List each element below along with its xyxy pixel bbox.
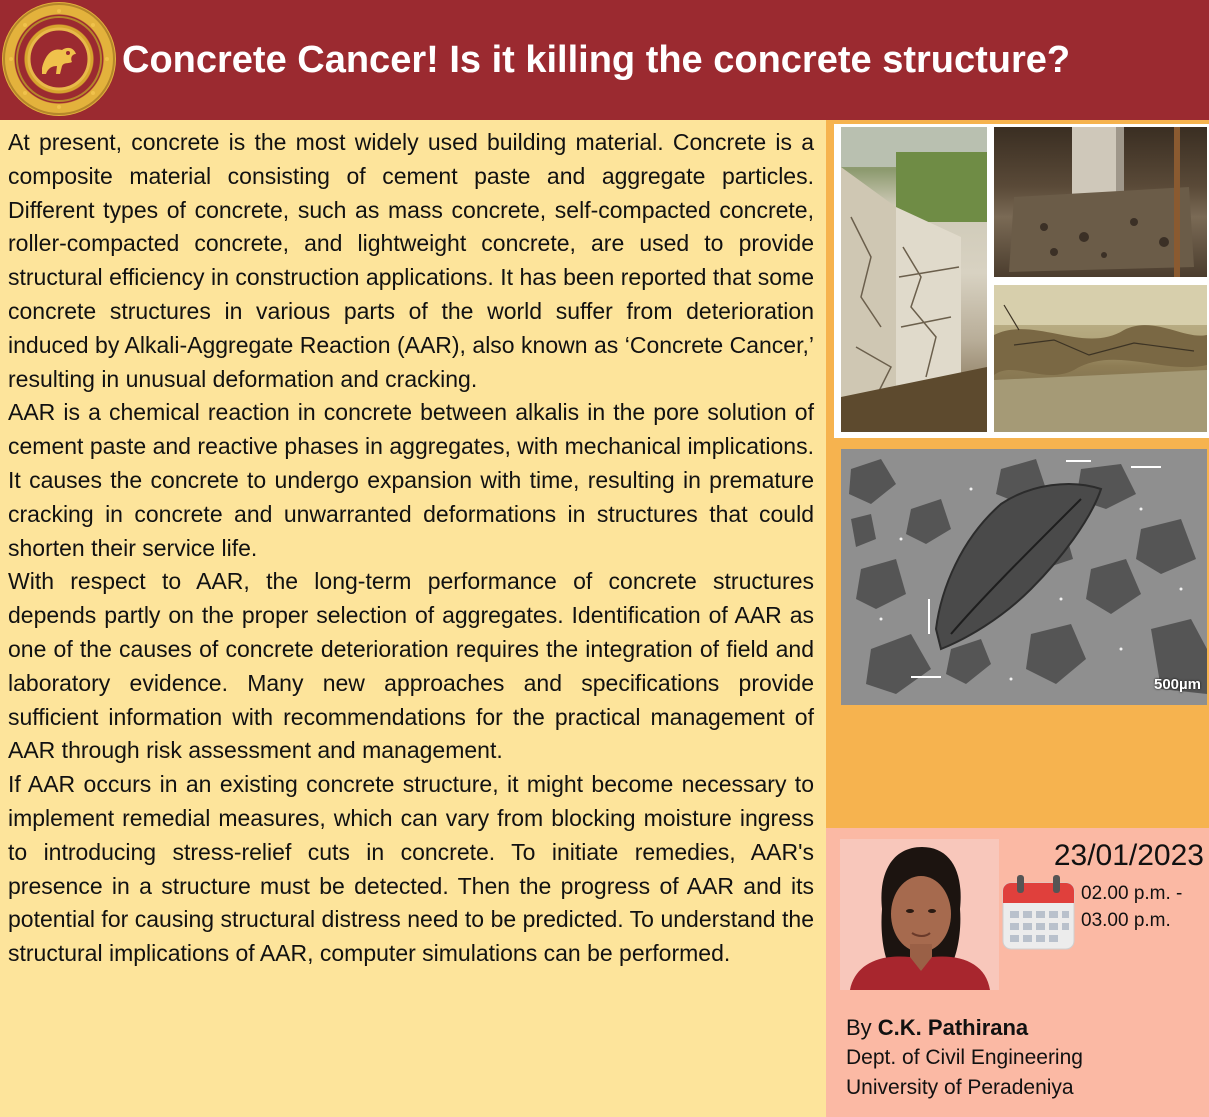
event-time-start: 02.00 p.m. - [1081,883,1183,904]
event-time-end: 03.00 p.m. [1081,910,1171,931]
poster-title: Concrete Cancer! Is it killing the concrete structure? [122,39,1071,81]
by-prefix: By [846,1015,878,1040]
micrograph-scale-label: 500µm [1153,676,1201,693]
column-base-photo [994,127,1207,277]
speaker-university: University of Peradeniya [846,1076,1074,1099]
event-date: 23/01/2023 [1053,839,1204,872]
article-paragraph: At present, concrete is the most widely used building material. Concrete is a composite material consisting of cement paste and aggregate particles. Different types of concrete, such as mass concrete, self-compacted concrete, roller-compacted concrete, and lightweight concrete, are used to provide structural efficiency in construction applications. It has been reported that some concrete structures in various parts of the world suffer from deterioration induced by Alkali-Aggregate Reaction (AAR), also known as ‘Concrete Cancer,’ resulting in unusual deformation and cracking. [8,129,814,392]
article-paragraph: If AAR occurs in an existing concrete structure, it might become necessary to implement remedial measures, which can vary from blocking moisture ingress to introducing stress-relief cuts in concrete. To initiate remedies, AAR's presence in a structure must be detected. Then the progress of AAR and its potential for causing structural distress need to be predicted. To understand the structural implications of AAR, computer simulations can be performed. [8,771,814,967]
speaker-name-line [846,1012,1196,1043]
calendar-icon [1001,873,1076,951]
university-seal-icon [2,2,116,116]
event-time [1081,880,1207,934]
header-banner [0,0,1209,120]
speaker-byline [846,1012,1196,1103]
aar-micrograph [841,449,1207,705]
speaker-department: Dept. of Civil Engineering [846,1046,1083,1069]
article-paragraph: AAR is a chemical reaction in concrete between alkalis in the pore solution of cement paste and reactive phases in aggregates, with mechanical implications. It causes the concrete to undergo expansion with time, resulting in premature cracking in concrete and unwarranted deformations in structures that could shorten their service life. [8,399,814,561]
cracked-wall-photo [841,127,987,432]
speaker-name: C.K. Pathirana [877,1015,1029,1040]
surface-crack-photo [994,285,1207,432]
speaker-portrait [840,839,999,990]
article-body [8,126,814,971]
article-paragraph: With respect to AAR, the long-term performance of concrete structures depends partly on the proper selection of aggregates. Identification of AAR as one of the causes of concrete deterioration requires the integration of field and laboratory evidence. Many new approaches and specifications provide sufficient information with recommendations for the practical management of AAR through risk assessment and management. [8,568,814,764]
